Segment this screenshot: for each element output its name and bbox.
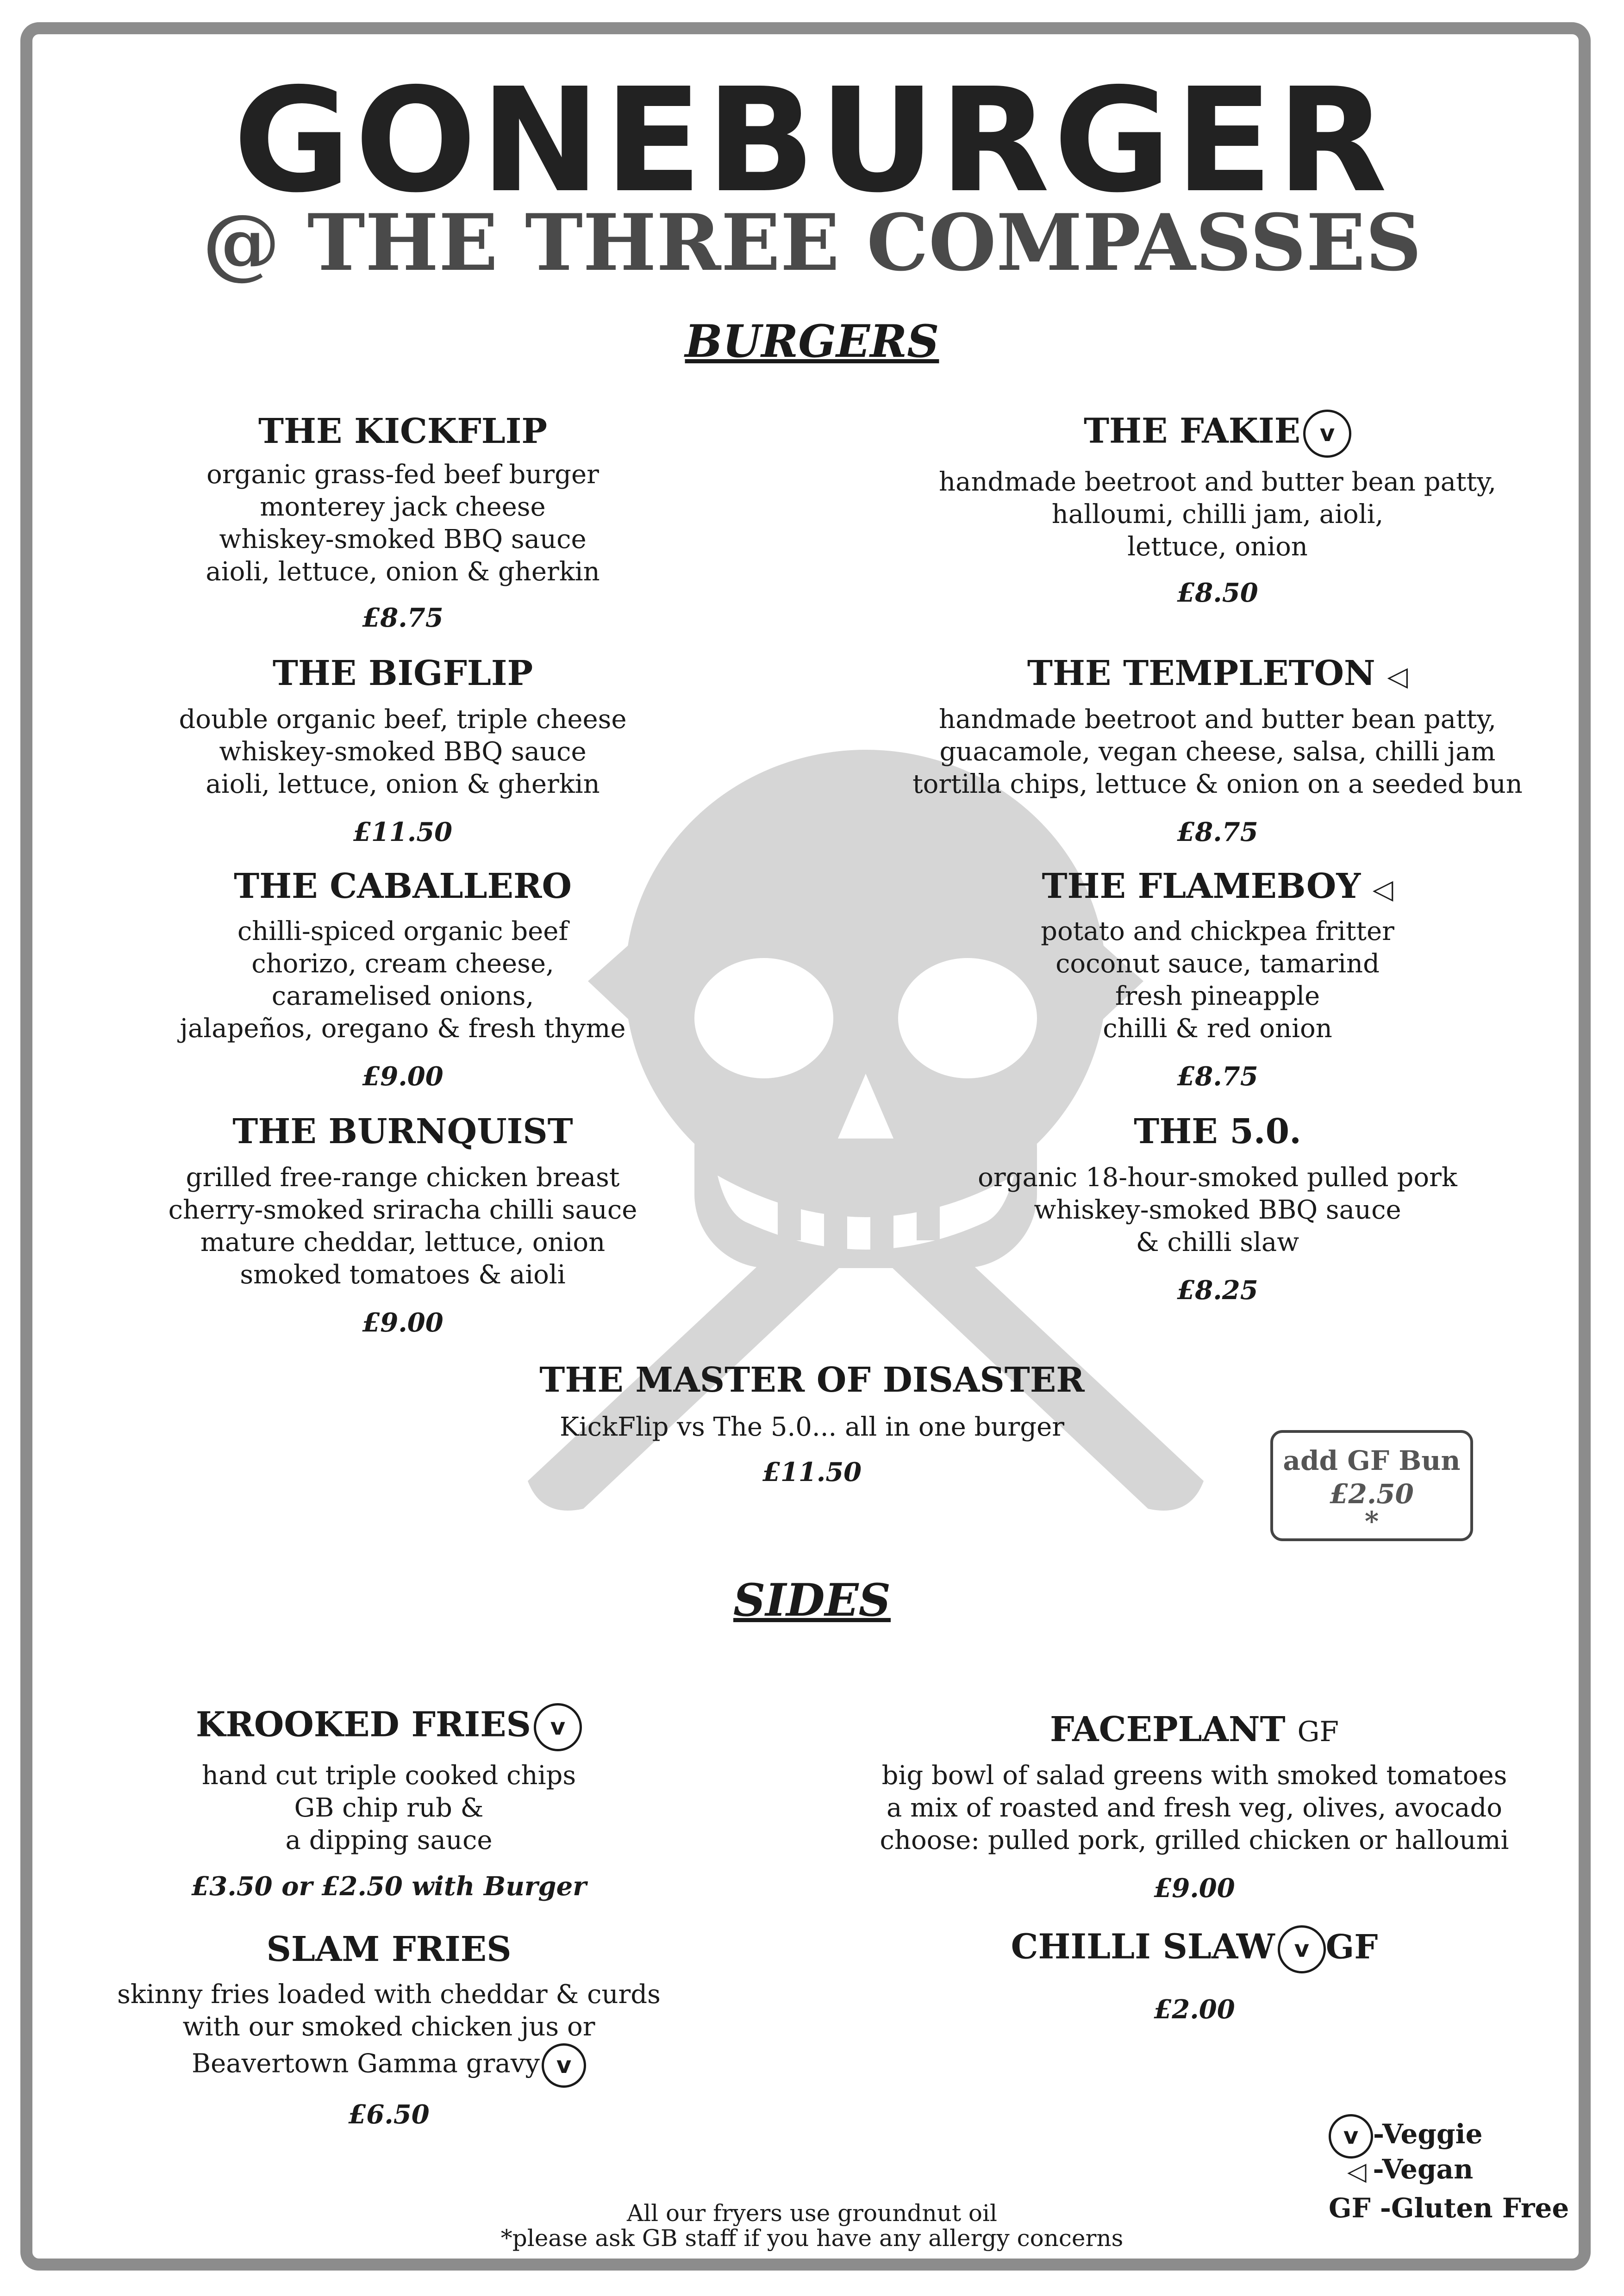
description-line: organic 18-hour-smoked pulled pork: [978, 1163, 1457, 1193]
item-description: [125, 703, 681, 801]
gluten-free-mark: GF: [1329, 2192, 1371, 2224]
gf-bun-addon: [1270, 1430, 1473, 1541]
item-title-text: THE TEMPLETON: [1027, 653, 1375, 693]
legend-gluten-free: [1329, 2192, 1569, 2224]
item-price: £9.00: [362, 1061, 443, 1092]
gf-bun-price: £2.50: [1330, 1478, 1414, 1510]
section-sides-heading: SIDES: [733, 1574, 891, 1626]
item-price: £6.50: [348, 2099, 430, 2130]
menu-item-flameboy: [870, 866, 1565, 1092]
item-description: [125, 915, 681, 1045]
veggie-icon: v: [1303, 410, 1351, 458]
item-title-text: KROOKED FRIES: [196, 1705, 531, 1745]
menu-item-master-of-disaster: [465, 1360, 1159, 1487]
description-line: hand cut triple cooked chips: [201, 1761, 576, 1791]
description-line: choose: pulled pork, grilled chicken or halloumi: [880, 1825, 1509, 1855]
item-description: [125, 459, 681, 588]
item-price: £9.00: [362, 1307, 443, 1338]
description-line: aioli, lettuce, onion & gherkin: [206, 769, 600, 799]
side-item-chilli-slaw: [870, 1925, 1518, 2025]
brand-title: GONEBURGER: [233, 57, 1391, 224]
description-line: big bowl of salad greens with smoked tomatoes: [881, 1761, 1507, 1791]
side-item-faceplant: [847, 1710, 1542, 1904]
description-line: caramelised onions,: [271, 981, 534, 1011]
description-line: jalapeños, oregano & fresh thyme: [180, 1014, 626, 1044]
item-price: £8.75: [362, 603, 443, 633]
item-title: THE KICKFLIP: [258, 411, 548, 451]
description-line: a mix of roasted and fresh veg, olives, avocado: [887, 1793, 1502, 1823]
item-title-text: CHILLI SLAW: [1011, 1927, 1275, 1967]
item-title: [870, 866, 1565, 906]
description-line: a dipping sauce: [285, 1825, 493, 1855]
asterisk-icon: *: [1364, 1506, 1379, 1537]
description-line-text: Beavertown Gamma gravy: [191, 2048, 540, 2079]
description-line: handmade beetroot and butter bean patty,: [939, 467, 1496, 497]
item-title-text: THE FLAMEBOY: [1042, 866, 1361, 906]
description-line: whiskey-smoked BBQ sauce: [219, 737, 587, 767]
description-line: tortilla chips, lettuce & onion on a seeded bun: [912, 769, 1523, 799]
footer-line: All our fryers use groundnut oil: [626, 2200, 998, 2227]
description-line: coconut sauce, tamarind: [1056, 949, 1380, 979]
description-line: whiskey-smoked BBQ sauce: [219, 524, 587, 554]
description-line: GB chip rub &: [294, 1793, 484, 1823]
description-line: skinny fries loaded with cheddar & curds: [117, 1979, 661, 2010]
item-title: [870, 653, 1565, 693]
menu-item-burnquist: [125, 1114, 681, 1336]
description-line: monterey jack cheese: [260, 492, 546, 522]
item-price: £3.50 or £2.50 with Burger: [191, 1871, 587, 1902]
item-title: THE BIGFLIP: [272, 653, 533, 693]
item-description: [106, 1760, 671, 1857]
gluten-free-mark: GF: [1297, 1716, 1339, 1748]
vegan-icon: ◁: [1372, 873, 1393, 905]
description-line: KickFlip vs The 5.0... all in one burger: [559, 1412, 1065, 1442]
legend-label: -Veggie: [1373, 2118, 1483, 2150]
veggie-icon: v: [534, 1703, 582, 1751]
item-price: £8.50: [1177, 578, 1258, 608]
item-title-text: FACEPLANT: [1049, 1710, 1286, 1749]
brand-subtitle: @ THE THREE COMPASSES: [202, 197, 1422, 288]
gluten-free-mark: GF: [1325, 1927, 1378, 1966]
legend-label: -Vegan: [1373, 2153, 1474, 2185]
item-title: [870, 1925, 1518, 1973]
item-title-text: THE FAKIE: [1083, 411, 1301, 451]
veggie-icon: v: [1278, 1925, 1326, 1973]
item-title: THE 5.0.: [1134, 1112, 1301, 1151]
description-line: chilli-spiced organic beef: [237, 916, 568, 946]
legend-label: -Gluten Free: [1380, 2192, 1569, 2224]
item-price: £8.25: [1177, 1275, 1258, 1306]
description-line: chilli & red onion: [1103, 1014, 1332, 1044]
item-description: [847, 1760, 1542, 1857]
description-line: potato and chickpea fritter: [1041, 916, 1394, 946]
legend-vegan: [1329, 2153, 1569, 2193]
item-description: [870, 1162, 1565, 1259]
item-price: £2.00: [1154, 1994, 1235, 2025]
menu-item-kickflip: [125, 411, 681, 633]
menu-item-templeton: [870, 653, 1565, 847]
footer-line: *please ask GB staff if you have any allergy concerns: [500, 2225, 1124, 2252]
item-title: THE MASTER OF DISASTER: [539, 1360, 1085, 1400]
description-line: aioli, lettuce, onion & gherkin: [206, 557, 600, 587]
menu-item-fakie: [870, 410, 1565, 606]
legend-veggie: [1329, 2114, 1569, 2156]
item-description: [106, 1979, 671, 2088]
item-title: THE CABALLERO: [234, 866, 572, 906]
allergy-footer: [395, 2201, 1229, 2251]
dietary-legend: [1329, 2114, 1569, 2224]
description-line: double organic beef, triple cheese: [179, 704, 627, 734]
description-line: organic grass-fed beef burger: [206, 460, 599, 490]
veggie-icon: v: [1329, 2114, 1373, 2159]
gf-bun-label: add GF Bun: [1283, 1445, 1461, 1476]
vegan-icon: ◁: [1387, 660, 1408, 692]
item-title: THE BURNQUIST: [232, 1112, 573, 1151]
description-line: smoked tomatoes & aioli: [240, 1260, 566, 1290]
item-price: £9.00: [1154, 1873, 1235, 1904]
menu-item-bigflip: [125, 653, 681, 847]
item-description: [870, 466, 1565, 563]
vegan-icon: ◁: [1347, 2157, 1367, 2186]
item-description: [125, 1162, 681, 1291]
item-description: [870, 915, 1565, 1045]
side-item-slam-fries: [106, 1929, 671, 2130]
description-line: mature cheddar, lettuce, onion: [200, 1227, 606, 1257]
veggie-icon: v: [542, 2043, 586, 2088]
description-line: grilled free-range chicken breast: [186, 1163, 620, 1193]
menu-item-five: [870, 1112, 1565, 1306]
description-line: handmade beetroot and butter bean patty,: [939, 704, 1496, 734]
item-title: [847, 1712, 1542, 1747]
item-description: [870, 703, 1565, 801]
item-description: [465, 1411, 1159, 1444]
section-burgers-heading: BURGERS: [685, 315, 939, 367]
description-line: with our smoked chicken jus or: [182, 2012, 595, 2042]
description-line: chorizo, cream cheese,: [251, 949, 554, 979]
side-item-krooked-fries: [106, 1703, 671, 1902]
description-line: cherry-smoked sriracha chilli sauce: [168, 1195, 637, 1225]
description-line: guacamole, vegan cheese, salsa, chilli jam: [939, 737, 1496, 767]
description-line: fresh pineapple: [1115, 981, 1320, 1011]
menu-item-caballero: [125, 866, 681, 1092]
description-line: [106, 2043, 671, 2088]
description-line: & chilli slaw: [1136, 1227, 1299, 1257]
item-title: [870, 410, 1565, 458]
item-price: £8.75: [1177, 1061, 1258, 1092]
item-title: SLAM FRIES: [266, 1929, 512, 1969]
item-price: £11.50: [762, 1457, 862, 1487]
description-line: halloumi, chilli jam, aioli,: [1051, 499, 1384, 529]
description-line: lettuce, onion: [1127, 532, 1308, 562]
description-line: whiskey-smoked BBQ sauce: [1034, 1195, 1401, 1225]
item-price: £11.50: [353, 817, 453, 847]
item-price: £8.75: [1177, 817, 1258, 847]
item-title: [106, 1703, 671, 1751]
